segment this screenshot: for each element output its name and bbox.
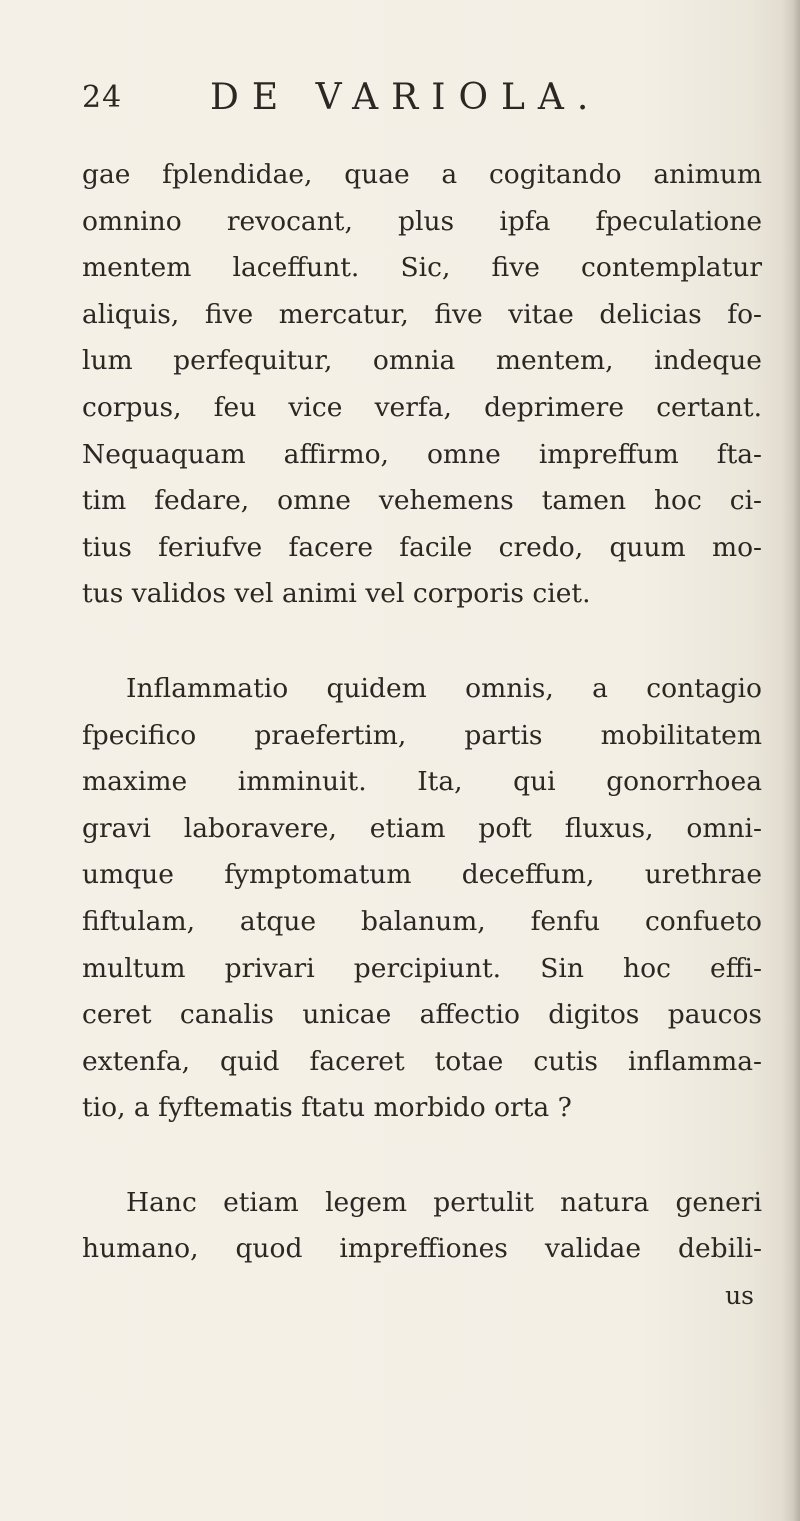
running-title: DE VARIOLA.	[210, 77, 602, 118]
paragraph-3	[82, 1180, 762, 1273]
paragraph-gap	[82, 1132, 762, 1180]
text-line: mentem laceffunt. Sic, five contemplatur	[82, 252, 762, 284]
page-number: 24	[82, 80, 123, 115]
catchword: us	[725, 1281, 754, 1311]
page-edge-shadow	[782, 0, 800, 1521]
paragraph-gap	[82, 618, 762, 666]
text-line: Nequaquam affirmo, omne impreffum fta-	[82, 438, 762, 470]
text-line: humano, quod impreffiones validae debili-	[82, 1233, 762, 1265]
text-line: omnino revocant, plus ipfa fpeculatione	[82, 205, 762, 237]
text-line: aliquis, five mercatur, five vitae delicias fo-	[82, 298, 762, 330]
text-line: lum perfequitur, omnia mentem, indeque	[82, 345, 762, 377]
text-line: Hanc etiam legem pertulit natura generi	[126, 1186, 762, 1218]
body-text	[82, 152, 762, 1320]
text-line: maxime imminuit. Ita, qui gonorrhoea	[82, 766, 762, 798]
text-line: tim fedare, omne vehemens tamen hoc ci-	[82, 485, 762, 517]
text-line: fiftulam, atque balanum, fenfu confueto	[82, 905, 762, 937]
running-head	[82, 78, 702, 128]
text-line: multum privari percipiunt. Sin hoc effi-	[82, 952, 762, 984]
text-line: fpecifico praefertim, partis mobilitatem	[82, 719, 762, 751]
text-line: corpus, feu vice verfa, deprimere certant.	[82, 391, 762, 423]
paragraph-2	[82, 666, 762, 1132]
text-line: gae fplendidae, quae a cogitando animum	[82, 159, 762, 190]
text-line: tius feriufve facere facile credo, quum mo-	[82, 531, 762, 563]
text-line: extenfa, quid faceret totae cutis inflamma-	[82, 1045, 762, 1077]
text-line: umque fymptomatum deceffum, urethrae	[82, 859, 762, 891]
text-line: Inflammatio quidem omnis, a contagio	[126, 672, 762, 704]
paragraph-1	[82, 152, 762, 618]
text-line: tus validos vel animi vel corporis ciet.	[82, 578, 591, 610]
text-line: gravi laboravere, etiam poft fluxus, omni-	[82, 812, 762, 844]
text-line: ceret canalis unicae affectio digitos paucos	[82, 999, 762, 1031]
text-line: tio, a fyftematis ftatu morbido orta ?	[82, 1092, 572, 1124]
